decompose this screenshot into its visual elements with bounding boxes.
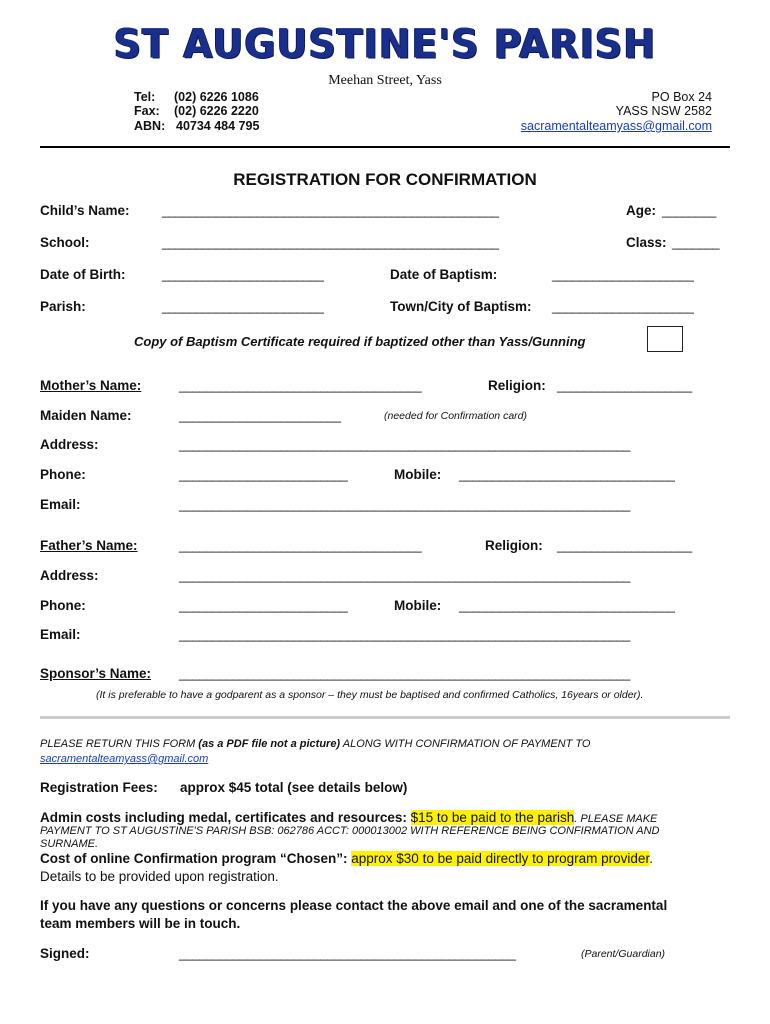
father-email-label: Email: [40, 627, 81, 642]
mother-email-field[interactable]: ___________________________________________________________________ [179, 497, 630, 512]
mother-phone-label: Phone: [40, 467, 86, 482]
father-religion-field[interactable]: ____________________ [557, 538, 692, 553]
form-title: REGISTRATION FOR CONFIRMATION [233, 170, 537, 189]
class-field[interactable]: _______ [672, 235, 720, 250]
father-name-field[interactable]: ____________________________________ [179, 538, 422, 553]
admin-costs-tail: . PLEASE MAKE [574, 813, 658, 825]
abn-label: ABN: [134, 119, 166, 133]
header-divider [40, 146, 730, 148]
signed-label: Signed: [40, 946, 90, 961]
sponsor-note: (It is preferable to have a godparent as a sponsor – they must be baptised and confirmed Catholics, 16years or older). [96, 689, 644, 701]
mother-mobile-field[interactable]: ________________________________ [459, 467, 675, 482]
return-text-b: (as a PDF file not a picture) [198, 738, 341, 750]
father-email-field[interactable]: ___________________________________________________________________ [179, 627, 630, 642]
maiden-name-note: (needed for Confirmation card) [384, 410, 527, 422]
sponsor-name-field[interactable]: ___________________________________________________________________ [179, 666, 630, 681]
abn-value: 40734 484 795 [176, 119, 260, 133]
school-field[interactable]: __________________________________________________ [162, 235, 499, 250]
questions-line-2: team members will be in touch. [40, 916, 241, 931]
section-divider [40, 716, 730, 719]
age-field[interactable]: ________ [662, 203, 716, 218]
parish-email-link[interactable]: sacramentalteamyass@gmail.com [520, 119, 712, 133]
parish-field[interactable]: ________________________ [162, 299, 324, 314]
father-mobile-field[interactable]: ________________________________ [459, 598, 675, 613]
admin-costs-amount: $15 to be paid to the parish [410, 810, 575, 825]
father-phone-field[interactable]: _________________________ [179, 598, 348, 613]
father-address-field[interactable]: ___________________________________________________________________ [179, 568, 630, 583]
school-label: School: [40, 235, 90, 250]
parish-label: Parish: [40, 299, 86, 314]
return-text-a: PLEASE RETURN THIS FORM [40, 738, 199, 750]
fax-label: Fax: [134, 104, 160, 118]
fees-value: approx $45 total (see details below) [180, 780, 408, 795]
return-instructions [40, 738, 590, 750]
sponsor-name-label: Sponsor’s Name: [40, 666, 152, 681]
father-phone-label: Phone: [40, 598, 86, 613]
mother-email-label: Email: [40, 497, 81, 512]
questions-line-1: If you have any questions or concerns please contact the above email and one of the sacramental [40, 898, 668, 913]
maiden-name-field[interactable]: ________________________ [179, 408, 341, 423]
baptism-town-field[interactable]: _____________________ [552, 299, 694, 314]
details-note: Details to be provided upon registration. [40, 869, 279, 884]
father-name-label: Father’s Name: [40, 538, 138, 553]
mother-address-field[interactable]: ___________________________________________________________________ [179, 437, 630, 452]
return-text-c: ALONG WITH CONFIRMATION OF PAYMENT TO [340, 738, 591, 750]
father-mobile-label: Mobile: [394, 598, 442, 613]
signature-field[interactable]: __________________________________________________ [179, 946, 516, 961]
child-name-label: Child’s Name: [40, 203, 130, 218]
payment-details-surname: SURNAME. [40, 838, 99, 850]
online-cost [40, 851, 653, 866]
admin-costs-label: Admin costs including medal, certificates and resources: [40, 810, 407, 825]
mother-religion-label: Religion: [488, 378, 546, 393]
po-box: PO Box 24 [651, 90, 712, 104]
baptism-date-label: Date of Baptism: [390, 267, 498, 282]
mother-religion-field[interactable]: ____________________ [557, 378, 692, 393]
dob-label: Date of Birth: [40, 267, 126, 282]
baptism-certificate-note: Copy of Baptism Certificate required if baptized other than Yass/Gunning [134, 334, 586, 349]
mother-name-field[interactable]: ____________________________________ [179, 378, 422, 393]
return-email-link[interactable]: sacramentalteamyass@gmail.com [40, 753, 209, 765]
parish-street: Meehan Street, Yass [328, 73, 442, 88]
admin-costs [40, 810, 657, 825]
online-cost-tail: . [649, 851, 653, 866]
parish-name: ST AUGUSTINE'S PARISH [113, 20, 657, 68]
online-cost-label: Cost of online Confirmation program “Chosen”: [40, 851, 348, 866]
fees-label: Registration Fees: [40, 780, 158, 795]
baptism-town-label: Town/City of Baptism: [390, 299, 532, 314]
tel-label: Tel: [134, 90, 156, 104]
mother-address-label: Address: [40, 437, 99, 452]
signature-note: (Parent/Guardian) [581, 948, 666, 960]
dob-field[interactable]: ________________________ [162, 267, 324, 282]
mother-mobile-label: Mobile: [394, 467, 442, 482]
fax-value: (02) 6226 2220 [174, 104, 259, 118]
baptism-certificate-checkbox[interactable] [647, 326, 683, 352]
online-cost-amount: approx $30 to be paid directly to program provider [351, 851, 650, 866]
payment-details: PAYMENT TO ST AUGUSTINE'S PARISH BSB: 062786 ACCT: 000013002 WITH REFERENCE BEING CONFIRMATION AND [40, 825, 660, 837]
father-address-label: Address: [40, 568, 99, 583]
class-label: Class: [626, 235, 667, 250]
age-label: Age: [626, 203, 656, 218]
tel-value: (02) 6226 1086 [174, 90, 259, 104]
mother-phone-field[interactable]: _________________________ [179, 467, 348, 482]
child-name-field[interactable]: __________________________________________________ [162, 203, 499, 218]
mother-name-label: Mother’s Name: [40, 378, 142, 393]
father-religion-label: Religion: [485, 538, 543, 553]
maiden-name-label: Maiden Name: [40, 408, 132, 423]
baptism-date-field[interactable]: _____________________ [552, 267, 694, 282]
city: YASS NSW 2582 [615, 104, 712, 118]
